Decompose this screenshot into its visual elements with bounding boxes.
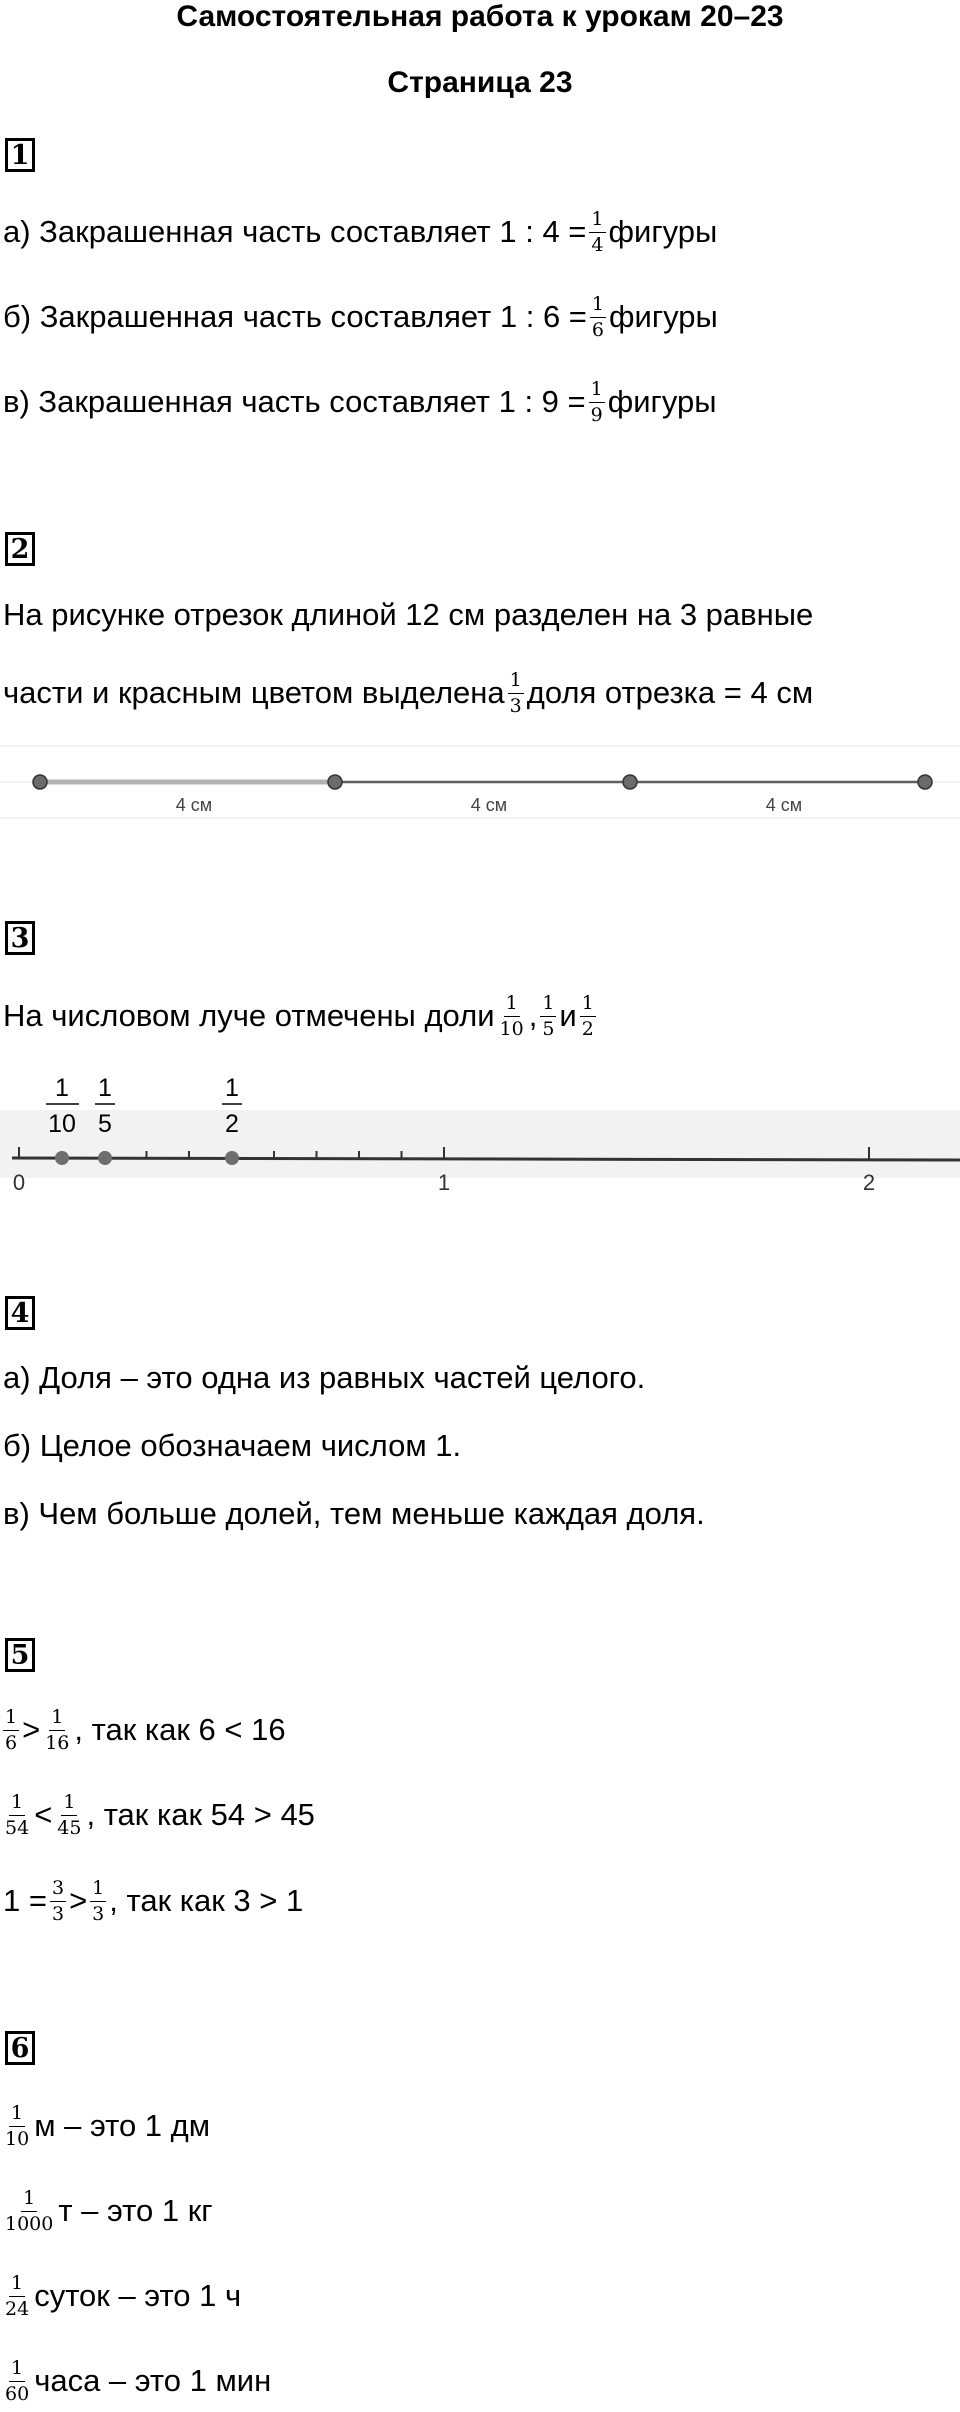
line-text: фигуры [607, 384, 717, 419]
fraction-numerator: 1 [61, 1793, 77, 1816]
task-3-number: 3 [5, 921, 35, 955]
ray-point [98, 1151, 112, 1165]
mark-denominator: 10 [48, 1110, 76, 1138]
ray-axis [12, 1158, 960, 1160]
fraction-numerator: 3 [50, 1879, 66, 1902]
fraction [3, 2101, 31, 2150]
task-5-line-3 [3, 1872, 303, 1930]
conjunction: и [559, 998, 577, 1033]
segment-label: 4 см [175, 795, 213, 815]
task-4-line-a [3, 1349, 645, 1407]
task-6-line-4 [3, 2352, 271, 2410]
fraction-denominator: 10 [499, 1017, 524, 1040]
fraction-numerator: 1 [590, 295, 606, 318]
fraction-denominator: 45 [57, 1816, 82, 1839]
comparison-sign: < [34, 1797, 53, 1832]
fraction-denominator: 60 [5, 2382, 30, 2405]
fraction-numerator: 1 [508, 671, 524, 694]
line-text: На числовом луче отмечены доли [3, 998, 495, 1033]
task-6-line-2 [3, 2182, 213, 2240]
ray-tick-label: 0 [12, 1170, 26, 1195]
line-text: м – это 1 дм [34, 2108, 211, 2143]
task-6-number: 6 [5, 2031, 35, 2065]
separator: , [528, 998, 538, 1033]
line-text: б) Закрашенная часть составляет 1 : 6 = [3, 299, 587, 334]
task-1-line-b [3, 288, 718, 346]
fraction-numerator: 1 [3, 1708, 19, 1731]
fraction-denominator: 24 [5, 2297, 30, 2320]
line-text: фигуры [609, 299, 718, 334]
task-6-line-1 [3, 2097, 210, 2155]
segment-label: 4 см [470, 795, 508, 815]
task-2-line-1 [3, 586, 813, 644]
task-2-number: 2 [5, 532, 35, 566]
task-6-line-3 [3, 2267, 241, 2325]
line-text: часа – это 1 мин [34, 2363, 272, 2398]
fraction-numerator: 1 [90, 1879, 106, 1902]
fraction [3, 2356, 31, 2405]
segment-point [328, 775, 342, 789]
line-text: части и красным цветом выделена [3, 675, 505, 710]
line-text: в) Чем больше долей, тем меньше каждая доля. [3, 1496, 705, 1531]
ray-point [225, 1151, 239, 1165]
fraction-denominator: 4 [591, 233, 604, 256]
task-5-line-2 [3, 1786, 315, 1844]
fraction-numerator: 1 [589, 210, 605, 233]
fraction-denominator: 6 [5, 1731, 18, 1754]
fraction-numerator: 1 [504, 994, 520, 1017]
segment-point [33, 775, 47, 789]
fraction-numerator: 1 [589, 380, 605, 403]
fraction-denominator: 6 [591, 318, 605, 341]
task-4-line-b [3, 1417, 461, 1475]
task-4-line-c [3, 1485, 705, 1543]
line-text: суток – это 1 ч [34, 2278, 242, 2313]
fraction [580, 991, 596, 1040]
fraction-denominator: 9 [590, 403, 603, 426]
fraction [589, 207, 605, 256]
segment-point [623, 775, 637, 789]
mark-numerator: 1 [225, 1074, 239, 1102]
comparison-sign: > [69, 1883, 88, 1918]
line-text: , так как 6 < 16 [74, 1712, 286, 1747]
ray-background [0, 1110, 960, 1178]
fraction-denominator: 5 [542, 1017, 555, 1040]
task-1-line-c [3, 373, 717, 431]
line-text: На рисунке отрезок длиной 12 см разделен на 3 равные [3, 597, 814, 632]
comparison-sign: > [22, 1712, 41, 1747]
task-5-line-1 [3, 1701, 286, 1759]
fraction [43, 1705, 71, 1754]
line-text: т – это 1 кг [58, 2193, 213, 2228]
fraction-denominator: 3 [92, 1902, 105, 1925]
fraction [540, 991, 556, 1040]
ray-point [55, 1151, 69, 1165]
line-text: 1 = [3, 1883, 47, 1918]
fraction [50, 1876, 66, 1925]
fraction-denominator: 3 [509, 694, 522, 717]
fraction-numerator: 1 [21, 2189, 37, 2212]
fraction-numerator: 1 [9, 1793, 25, 1816]
fraction-numerator: 1 [580, 994, 596, 1017]
page-title: Самостоятельная работа к урокам 20–23 [176, 0, 784, 33]
fraction-denominator: 16 [45, 1731, 70, 1754]
fraction [590, 292, 606, 341]
mark-numerator: 1 [98, 1074, 112, 1102]
fraction-numerator: 1 [9, 2359, 25, 2382]
line-text: а) Закрашенная часть составляет 1 : 4 = [3, 214, 587, 249]
segment-point [918, 775, 932, 789]
segment-label: 4 см [765, 795, 803, 815]
task-4-number: 4 [5, 1296, 35, 1330]
mark-numerator: 1 [55, 1074, 69, 1102]
number-ray [0, 1060, 960, 1210]
line-text: доля отрезка = 4 см [526, 675, 814, 710]
page-subtitle: Страница 23 [387, 66, 573, 99]
mark-denominator: 2 [225, 1110, 239, 1138]
line-text: фигуры [608, 214, 718, 249]
line-text: в) Закрашенная часть составляет 1 : 9 = [3, 384, 586, 419]
line-text: , так как 54 > 45 [86, 1797, 315, 1832]
fraction [3, 1705, 19, 1754]
fraction [508, 668, 524, 717]
task-3-line [3, 987, 599, 1045]
fraction-denominator: 10 [5, 2127, 30, 2150]
fraction [498, 991, 526, 1040]
fraction [3, 2271, 31, 2320]
fraction [3, 1790, 31, 1839]
task-1-number: 1 [5, 138, 35, 172]
fraction [55, 1790, 83, 1839]
fraction-denominator: 54 [5, 1816, 30, 1839]
fraction-numerator: 1 [49, 1708, 65, 1731]
segment-figure [0, 742, 960, 822]
fraction-denominator: 3 [51, 1902, 65, 1925]
line-text: , так как 3 > 1 [109, 1883, 304, 1918]
fraction-denominator: 1000 [5, 2212, 54, 2235]
ray-tick-label: 2 [862, 1170, 876, 1195]
mark-denominator: 5 [98, 1110, 112, 1138]
fraction-numerator: 1 [9, 2274, 25, 2297]
fraction-numerator: 1 [540, 994, 556, 1017]
task-2-line-2 [3, 664, 813, 722]
task-1-line-a [3, 203, 717, 261]
fraction [589, 377, 605, 426]
fraction [90, 1876, 106, 1925]
ray-tick-label: 1 [437, 1170, 451, 1195]
task-5-number: 5 [5, 1638, 35, 1672]
fraction-numerator: 1 [9, 2104, 25, 2127]
line-text: б) Целое обозначаем числом 1. [3, 1428, 462, 1463]
fraction-denominator: 2 [581, 1017, 594, 1040]
line-text: а) Доля – это одна из равных частей целого. [3, 1360, 646, 1395]
fraction [3, 2186, 55, 2235]
